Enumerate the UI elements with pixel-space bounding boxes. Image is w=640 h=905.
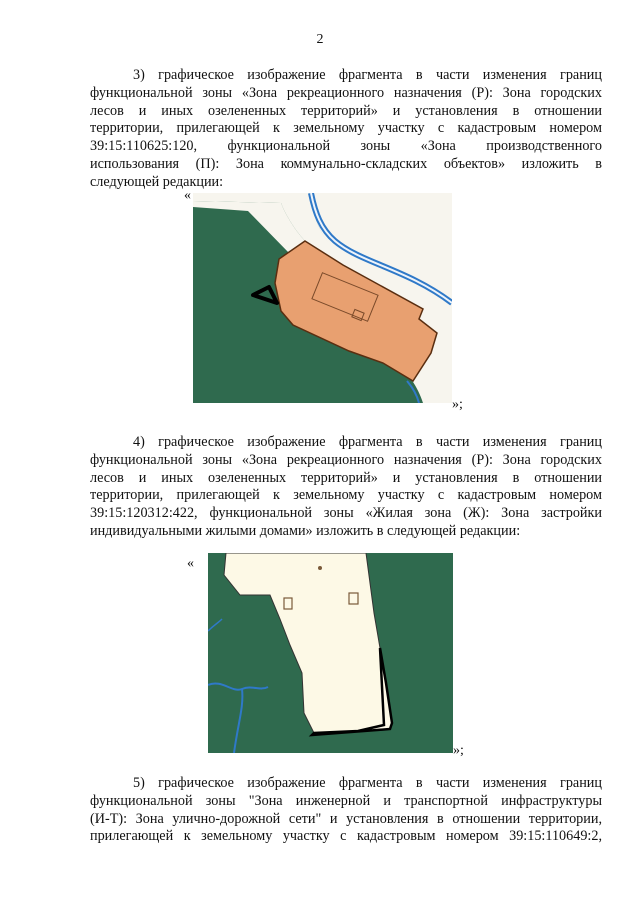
paragraph-4 [90,434,602,541]
paragraph-line: 5) графическое изображение фрагмента в части изменения границ [133,775,602,791]
paragraph-line: 3) графическое изображение фрагмента в части изменения границ [133,67,602,83]
point-marker [318,566,322,570]
paragraph-line: территории, прилегающей к земельному участку с кадастровым номером [90,120,602,137]
page-number: 2 [316,32,324,47]
quote-close: »; [452,397,463,412]
paragraph-line: лесов и иных озелененных территорий» и установления в отношении [90,469,602,486]
map-fragment-2 [208,553,453,753]
paragraph-line: функциональной зоны «Зона рекреационного назначения (Р): Зона городских [90,451,602,468]
quote-close: »; [453,743,464,758]
paragraph-line: 4) графическое изображение фрагмента в части изменения границ [133,434,602,450]
paragraph-line: использования (П): Зона коммунально-складских объектов» изложить в [90,155,602,172]
quote-open: « [184,188,191,203]
paragraph-line: 39:15:110625:120, функциональной зоны «Зона производственного [90,138,602,155]
paragraph-line: лесов и иных озелененных территорий» и установления в отношении [90,102,602,119]
paragraph-line: территории, прилегающей к земельному участку с кадастровым номером [90,487,602,504]
paragraph-line: (И-Т): Зона улично-дорожной сети" и установления в отношении территории, [90,810,602,827]
paragraph-line: прилегающей к земельному участку с кадастровым номером 39:15:110649:2, [90,828,602,845]
paragraph-5 [90,775,602,846]
paragraph-line: индивидуальными жилыми домами» изложить в следующей редакции: [90,522,521,539]
paragraph-line: 39:15:120312:422, функциональной зоны «Жилая зона (Ж): Зона застройки [90,505,602,522]
map-fragment-1 [193,193,452,403]
paragraph-line: функциональной зоны «Зона рекреационного назначения (Р): Зона городских [90,84,602,101]
paragraph-line: функциональной зоны "Зона инженерной и транспортной инфраструктуры [90,792,602,809]
paragraph-line: следующей редакции: [90,173,224,190]
paragraph-3 [90,67,602,192]
quote-open: « [187,556,194,571]
